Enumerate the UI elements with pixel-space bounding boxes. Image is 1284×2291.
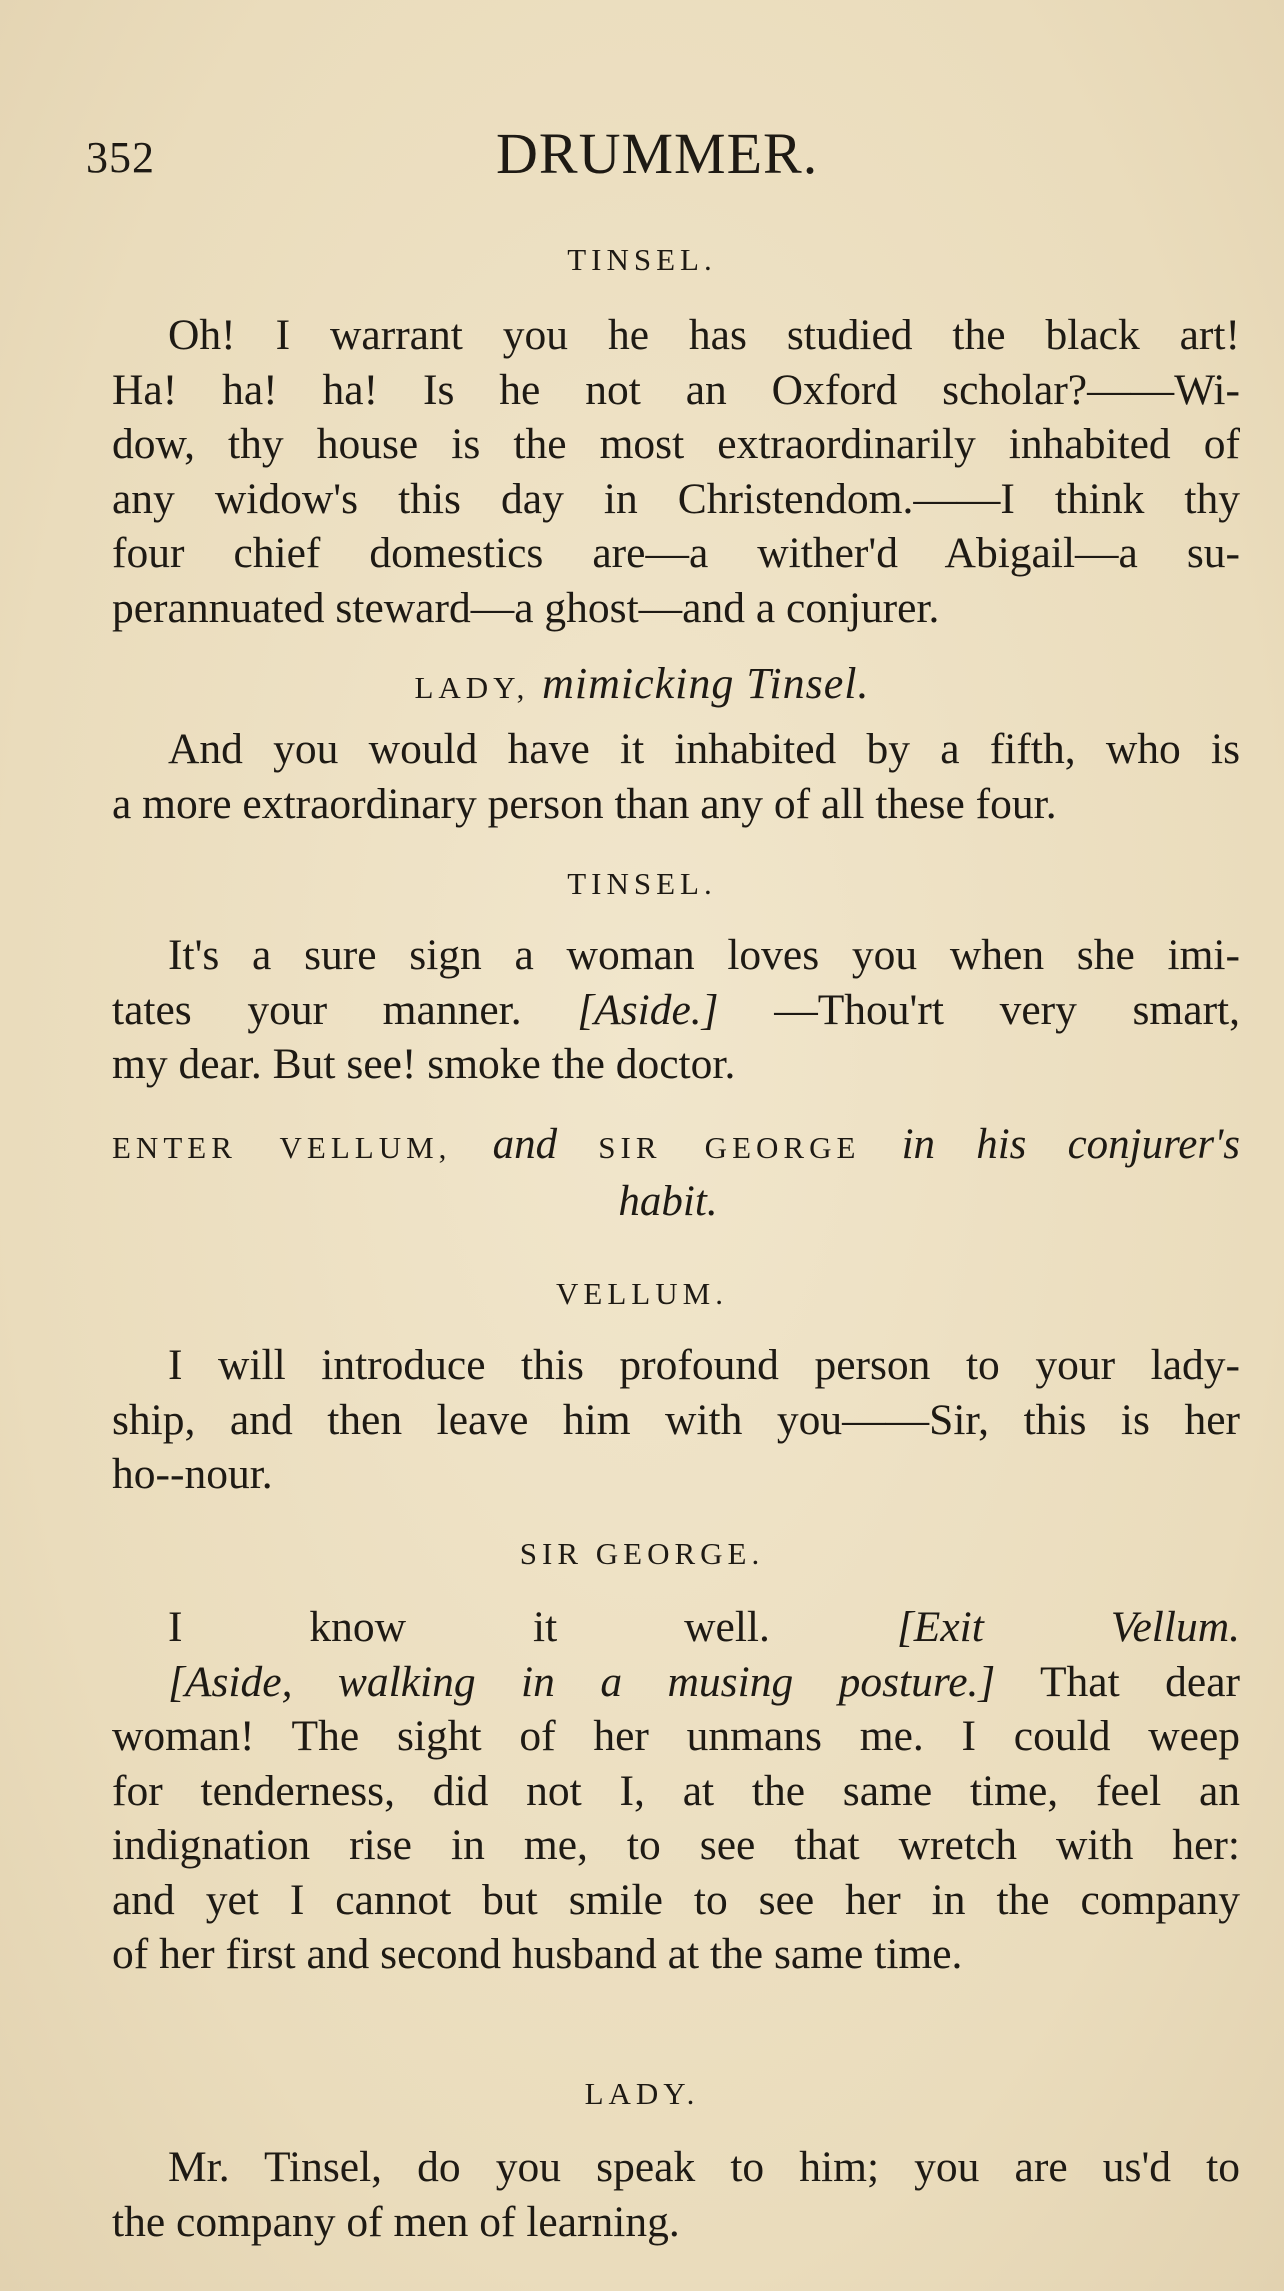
speaker-tinsel: TINSEL. xyxy=(567,866,717,901)
speaker-lady: LADY. xyxy=(584,2076,700,2111)
speech-lady-1 xyxy=(112,722,1240,831)
speech-line: woman! The sight of her unmans me. I could weep xyxy=(112,1712,1240,1760)
speech-line: Ha! ha! ha! Is he not an Oxford scholar?——Wi- xyxy=(112,365,1240,414)
speech-line: indignation rise in me, to see that wretch with her: xyxy=(112,1821,1240,1869)
speech-text: tates your manner. xyxy=(112,985,522,1034)
page-header xyxy=(86,120,1236,200)
speech-line: Mr. Tinsel, do you speak to him; you are us'd to xyxy=(168,2143,1240,2191)
speaker-tinsel: TINSEL. xyxy=(567,242,717,277)
speech-line: ship, and then leave him with you——Sir, this is her xyxy=(112,1395,1240,1444)
direction-character: SIR GEORGE xyxy=(598,1130,861,1165)
running-head: DRUMMER. xyxy=(496,121,819,186)
page-number: 352 xyxy=(86,133,155,182)
speech-sir-george xyxy=(112,1600,1240,1982)
speech-line xyxy=(112,1600,1240,1655)
speech-tinsel-2 xyxy=(112,928,1240,1092)
speech-line: my dear. But see! smoke the doctor. xyxy=(112,1040,736,1088)
speech-line: Oh! I warrant you he has studied the black art! xyxy=(168,311,1240,359)
direction-enter: ENTER VELLUM, xyxy=(112,1130,452,1165)
stage-direction: mimicking Tinsel. xyxy=(542,659,870,708)
speech-line: a more extraordinary person than any of all these four. xyxy=(112,779,1057,828)
speaker-name: LADY, xyxy=(414,670,530,705)
speech-line xyxy=(112,1655,1240,1710)
direction-line xyxy=(112,1175,1240,1229)
direction-line xyxy=(112,1118,1240,1175)
speech-vellum xyxy=(112,1338,1240,1502)
direction-and: and xyxy=(492,1121,558,1168)
stage-direction-aside: [Aside, walking in a musing posture.] xyxy=(168,1657,996,1706)
stage-direction-entrance xyxy=(112,1118,1240,1229)
speech-line: the company of men of learning. xyxy=(112,2197,680,2246)
speech-tinsel-1 xyxy=(112,308,1240,635)
speech-line: for tenderness, did not I, at the same time, feel an xyxy=(112,1766,1240,1815)
stage-direction-aside: [Aside.] xyxy=(577,985,719,1034)
speech-line: And you would have it inhabited by a fifth, who is xyxy=(168,725,1240,773)
speech-line: It's a sure sign a woman loves you when she imi- xyxy=(168,931,1240,979)
speech-line: four chief domestics are—a wither'd Abigail—a su- xyxy=(112,529,1240,577)
speaker-sir-george: SIR GEORGE. xyxy=(519,1536,765,1571)
speech-line: any widow's this day in Christendom.——I think thy xyxy=(112,474,1240,523)
speech-line xyxy=(112,983,1240,1038)
speech-line: and yet I cannot but smile to see her in the company xyxy=(112,1875,1240,1924)
speaker-vellum: VELLUM. xyxy=(556,1276,728,1311)
speech-line: perannuated steward—a ghost—and a conjurer. xyxy=(112,583,940,632)
direction-habit: habit. xyxy=(618,1178,718,1225)
speech-line: ho--nour. xyxy=(112,1450,273,1498)
speaker-lady xyxy=(0,658,1284,709)
speech-line: dow, thy house is the most extraordinarily inhabited of xyxy=(112,420,1240,468)
speech-lady-2 xyxy=(112,2140,1240,2249)
direction-rest: in his conjurer's xyxy=(901,1121,1241,1168)
speech-line: of her first and second husband at the same time. xyxy=(112,1930,963,1978)
speech-text: —Thou'rt very smart, xyxy=(774,985,1241,1034)
speech-text: I know it well. xyxy=(168,1603,770,1651)
speech-text: That dear xyxy=(1039,1657,1240,1706)
stage-direction-exit: [Exit Vellum. xyxy=(896,1603,1241,1651)
speech-line: I will introduce this profound person to your lady- xyxy=(168,1341,1240,1389)
